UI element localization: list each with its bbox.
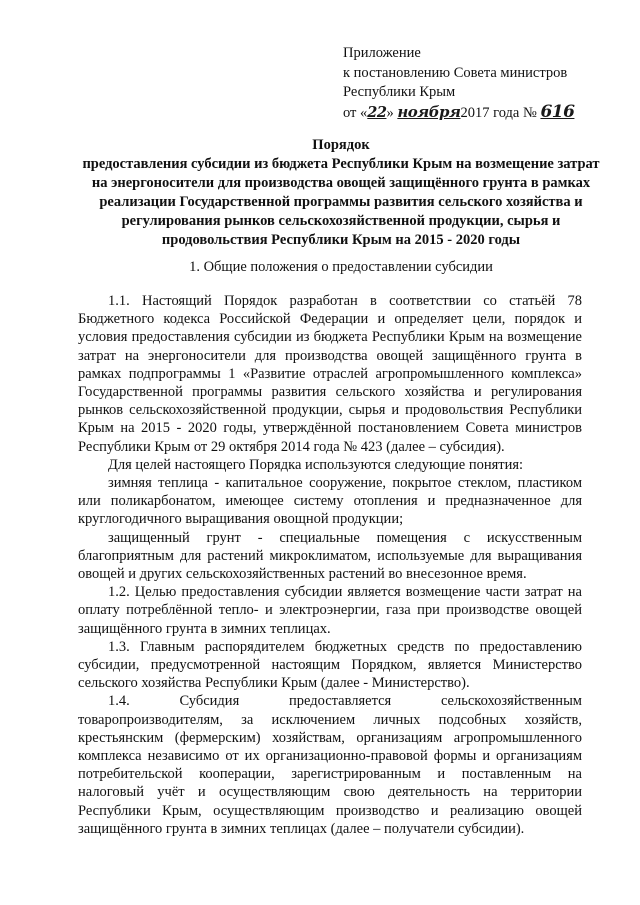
paragraph-1-3: 1.3. Главным распорядителем бюджетных средств по предоставлению субсидии, предусмотренной настоящим Порядком, является Министерство сельского хозяйства Республики Крым (далее - Министерство).: [78, 638, 582, 692]
title-heading: Порядок: [312, 137, 370, 153]
paragraph-1-1: 1.1. Настоящий Порядок разработан в соответствии со статьёй 78 Бюджетного кодекса Российской Федерации и определяет цели, порядок и условия предоставления субсидии из бюджета Республики Крым на возмещение затрат на энергоносители для производства овощей защищённого грунта в рамках подпрограммы 1 «Развитие отраслей агропромышленного комплекса» Государственной программы развития сельского хозяйства и регулирования рынков сельскохозяйственной продукции, сырья и продовольствия Республики Крым на 2015 - 2020 годы, утверждённой постановлением Совета министров Республики Крым от 29 октября 2014 года № 423 (далее – субсидия).: [78, 293, 582, 455]
date-suffix: 2017 года №: [460, 104, 537, 121]
paragraph-1-2: 1.2. Целью предоставления субсидии является возмещение части затрат на оплату потреблённой тепло- и электроэнергии, газа при производстве овощей защищённого грунта в зимних теплицах.: [78, 584, 582, 637]
date-mid: »: [386, 104, 394, 121]
appendix-resolution: к постановлению Совета министров: [343, 64, 568, 81]
handwritten-day: 22: [367, 103, 387, 121]
title-body: предоставления субсидии из бюджета Республики Крым на возмещение затрат на энергоносители для производства овощей защищённого грунта в рамках реализации Государственной программы развития сельского хозяйства и регулирования рынков сельскохозяйственной продукции, сырья и продовольствия Республики Крым на 2015 - 2020 годы: [82, 156, 600, 248]
appendix-republic: Республики Крым: [343, 84, 456, 100]
paragraph-definition-greenhouse: зимняя теплица - капитальное сооружение, покрытое стеклом, пластиком или поликарбонатом, имеющее систему отопления и предназначенное для круглогодичного выращивания овощной продукции;: [78, 475, 582, 528]
date-prefix: от «: [343, 104, 368, 121]
appendix-label: Приложение: [343, 45, 421, 61]
handwritten-month: ноября: [397, 102, 461, 121]
paragraph-definitions-intro: Для целей настоящего Порядка используются следующие понятия:: [108, 456, 524, 473]
paragraph-definition-protected-ground: защищенный грунт - специальные помещения с искусственным благоприятным для растений микроклиматом, используемые для выращивания овощей и других сельскохозяйственных растений во внесезонное время.: [78, 529, 582, 583]
paragraph-1-4: 1.4. Субсидия предоставляется сельскохозяйственным товаропроизводителям, за исключением личных подсобных хозяйств, крестьянским (фермерским) хозяйствам, организациям агропромышленного комплекса независимо от их организационно-правовой формы и организациям потребительской кооперации, зарегистрированным и поставленным на налоговый учёт и осуществляющим свою деятельность на территории Республики Крым, осуществляющим производство и реализацию овощей защищённого грунта в зимних теплицах (далее – получатели субсидии).: [78, 693, 582, 837]
handwritten-number: 616: [540, 101, 575, 122]
appendix-date-line: [343, 103, 574, 124]
appendix-block: [343, 44, 574, 123]
document-body: [78, 292, 582, 838]
document-title: [78, 136, 604, 250]
section-heading: 1. Общие положения о предоставлении субсидии: [189, 259, 493, 275]
